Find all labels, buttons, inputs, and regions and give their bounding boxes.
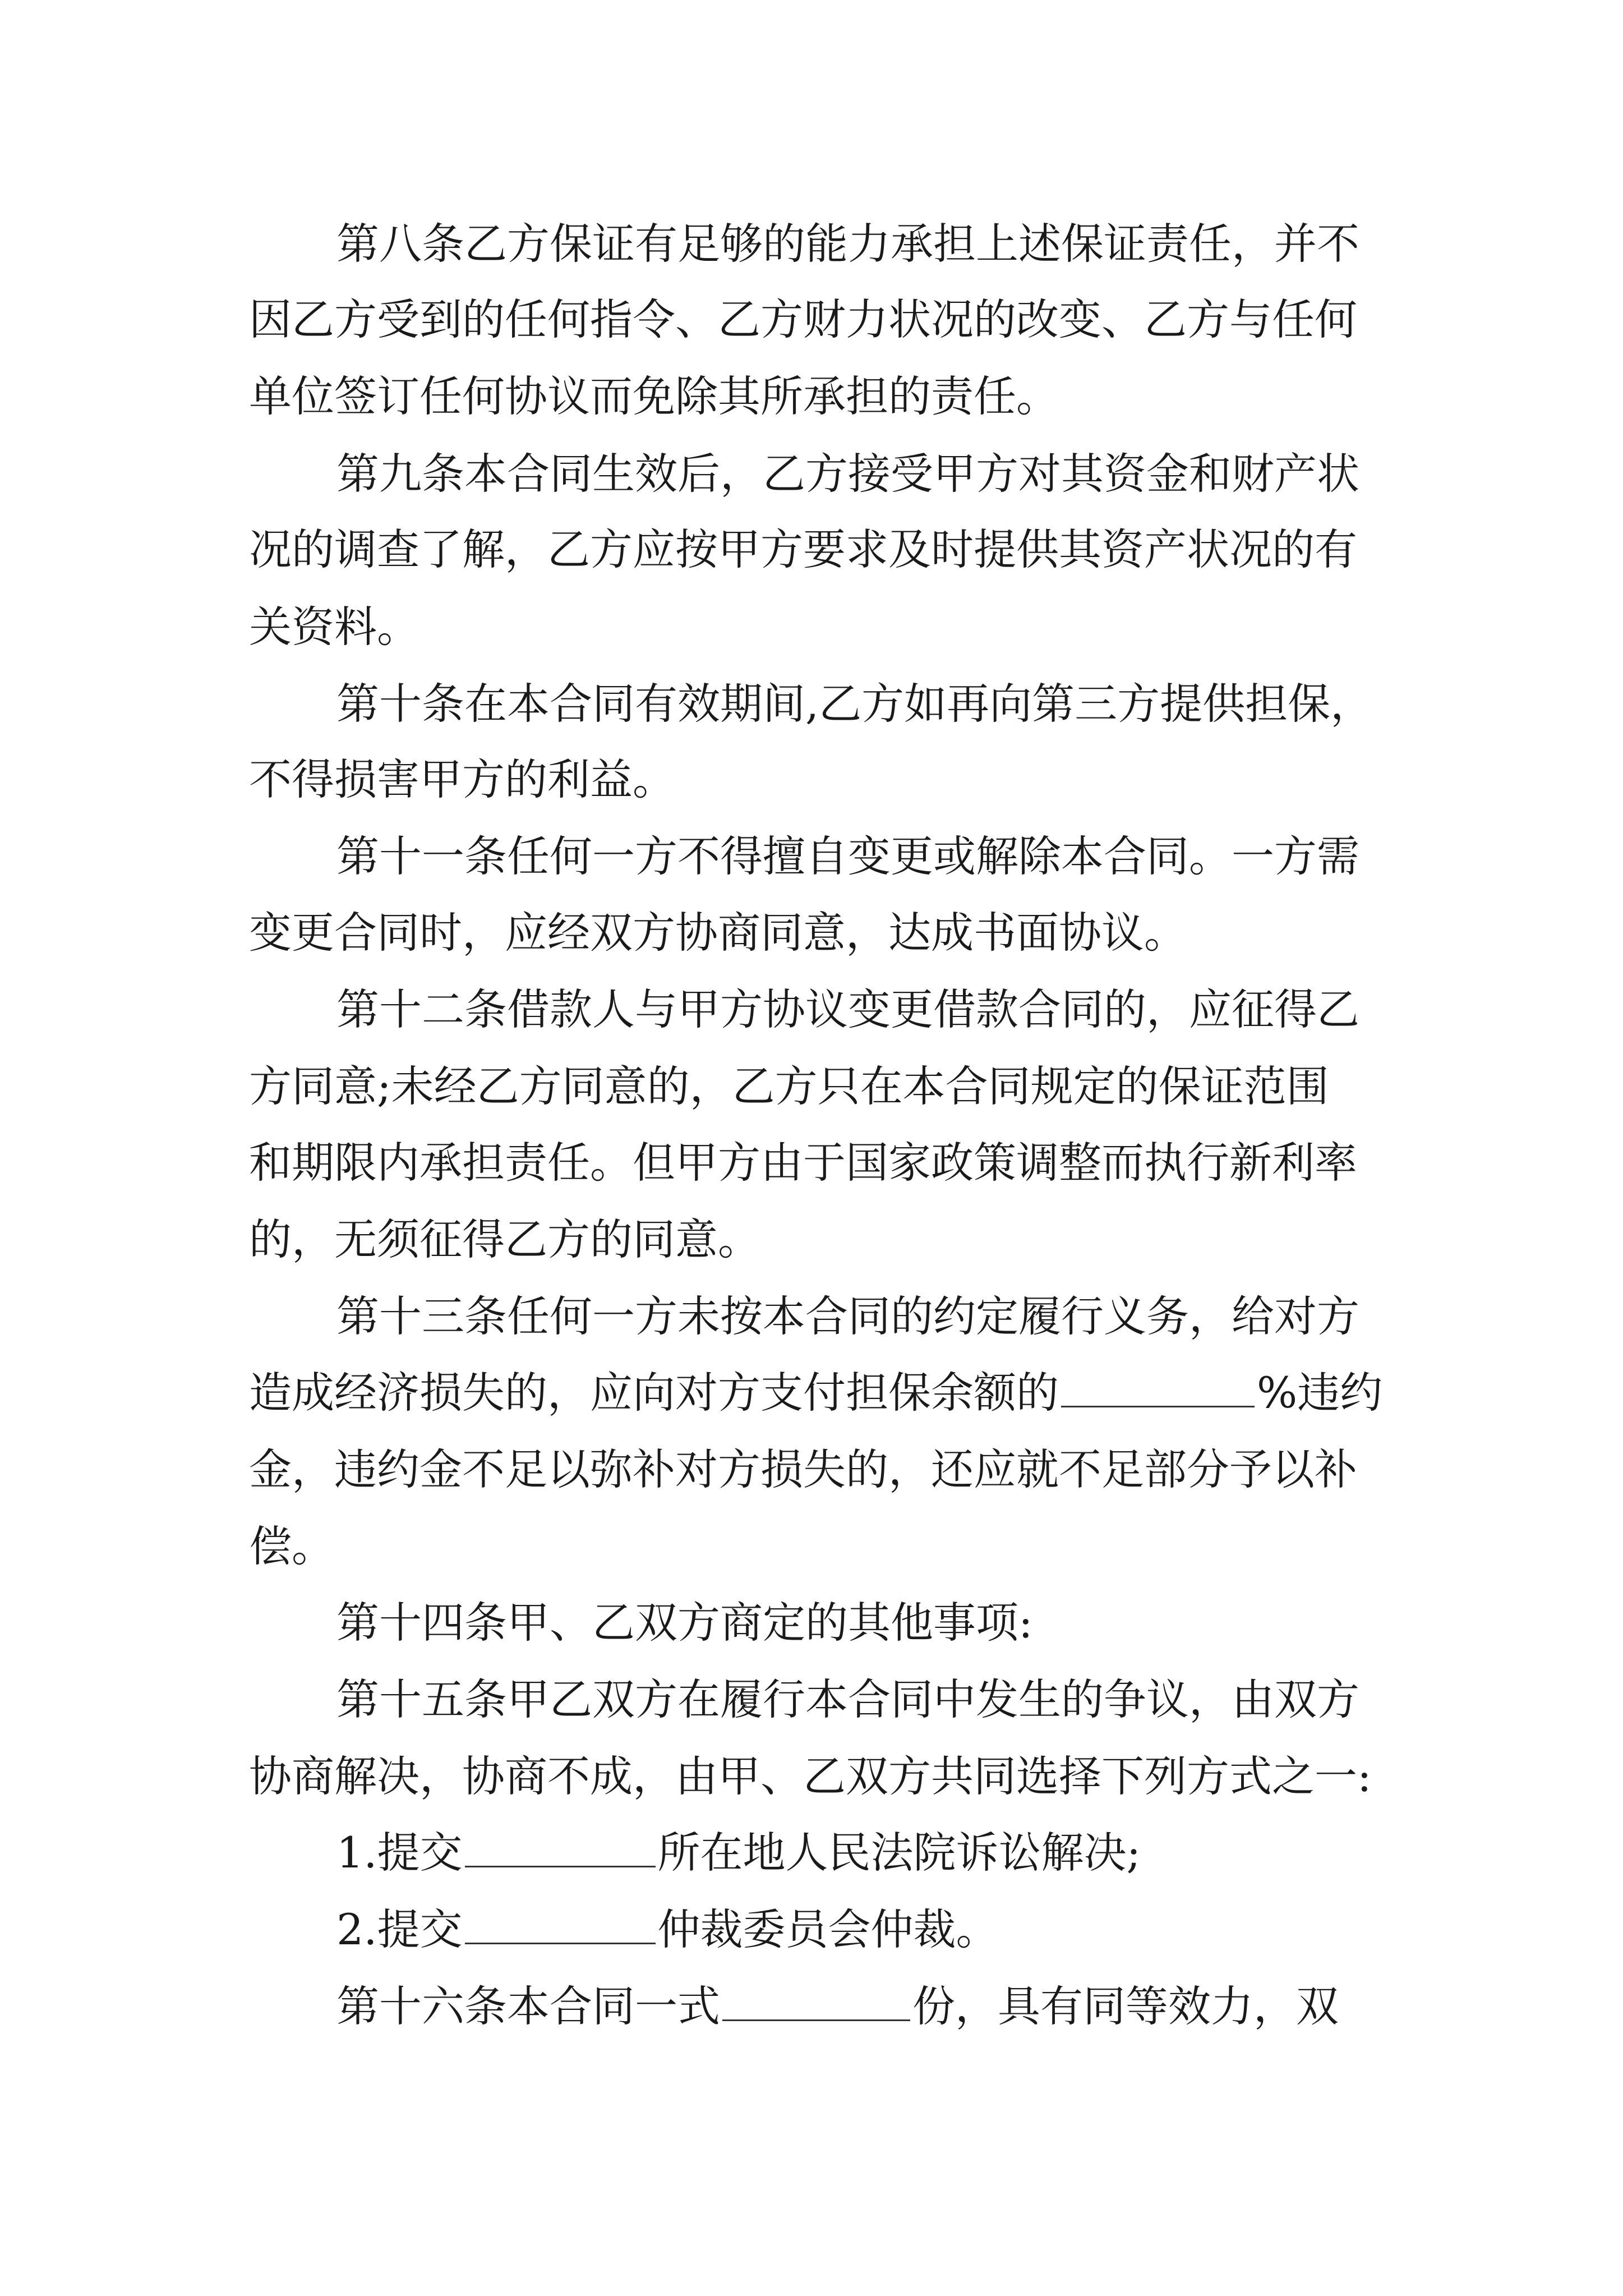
article-13-line-4: 偿。 bbox=[249, 1521, 334, 1571]
article-10-line-1: 第十条在本合同有效期间,乙方如再向第三方提供担保， bbox=[336, 679, 1373, 729]
article-12-line-3: 和期限内承担责任。但甲方由于国家政策调整而执行新利率 bbox=[249, 1138, 1357, 1188]
article-8-line-1: 第八条乙方保证有足够的能力承担上述保证责任，并不 bbox=[336, 219, 1359, 269]
article-9-line-1: 第九条本合同生效后，乙方接受甲方对其资金和财产状 bbox=[336, 449, 1359, 499]
article-12-line-1: 第十二条借款人与甲方协议变更借款合同的，应征得乙 bbox=[336, 984, 1359, 1034]
article-15-option-1 bbox=[336, 1816, 1141, 1889]
article-13-line-1: 第十三条任何一方未按本合同的约定履行义务，给对方 bbox=[336, 1291, 1359, 1341]
article-9-line-2: 况的调查了解，乙方应按甲方要求及时提供其资产状况的有 bbox=[249, 524, 1357, 574]
article-9-line-3: 关资料。 bbox=[249, 602, 419, 652]
option-1-prefix: 1.提交 bbox=[336, 1828, 463, 1878]
article-16-text-before-blank: 第十六条本合同一式 bbox=[336, 1981, 720, 2031]
article-11-line-1: 第十一条任何一方不得擅自变更或解除本合同。一方需 bbox=[336, 831, 1359, 881]
article-15-option-2 bbox=[336, 1893, 999, 1966]
article-16-text-after-blank: 份，具有同等效力，双 bbox=[912, 1981, 1339, 2031]
article-10-line-2: 不得损害甲方的利益。 bbox=[249, 754, 675, 804]
article-8-line-2: 因乙方受到的任何指令、乙方财力状况的改变、乙方与任何 bbox=[249, 295, 1357, 344]
article-13-line-2 bbox=[249, 1356, 1382, 1429]
article-15-line-1: 第十五条甲乙双方在履行本合同中发生的争议，由双方 bbox=[336, 1674, 1359, 1724]
article-8-line-3: 单位签订任何协议而免除其所承担的责任。 bbox=[249, 371, 1059, 421]
article-14-line-1: 第十四条甲、乙双方商定的其他事项: bbox=[336, 1598, 1033, 1648]
article-12-line-2: 方同意;未经乙方同意的，乙方只在本合同规定的保证范围 bbox=[249, 1061, 1329, 1111]
article-16-line-1 bbox=[336, 1970, 1339, 2043]
option-2-suffix: 仲裁委员会仲裁。 bbox=[657, 1904, 999, 1954]
penalty-percent-blank[interactable] bbox=[1061, 1363, 1255, 1407]
article-11-line-2: 变更合同时，应经双方协商同意，达成书面协议。 bbox=[249, 908, 1187, 958]
article-13-text-after-blank: %违约 bbox=[1257, 1368, 1383, 1418]
option-1-suffix: 所在地人民法院诉讼解决; bbox=[657, 1828, 1141, 1878]
copies-count-blank[interactable] bbox=[722, 1977, 910, 2021]
option-2-prefix: 2.提交 bbox=[336, 1904, 463, 1954]
arbitration-committee-blank[interactable] bbox=[465, 1900, 656, 1944]
article-13-text-before-blank: 造成经济损失的，应向对方支付担保余额的 bbox=[249, 1368, 1059, 1418]
article-15-line-2: 协商解决，协商不成，由甲、乙双方共同选择下列方式之一: bbox=[249, 1751, 1372, 1801]
article-12-line-4: 的，无须征得乙方的同意。 bbox=[249, 1214, 760, 1264]
court-location-blank[interactable] bbox=[465, 1823, 656, 1867]
article-13-line-3: 金，违约金不足以弥补对方损失的，还应就不足部分予以补 bbox=[249, 1444, 1357, 1494]
